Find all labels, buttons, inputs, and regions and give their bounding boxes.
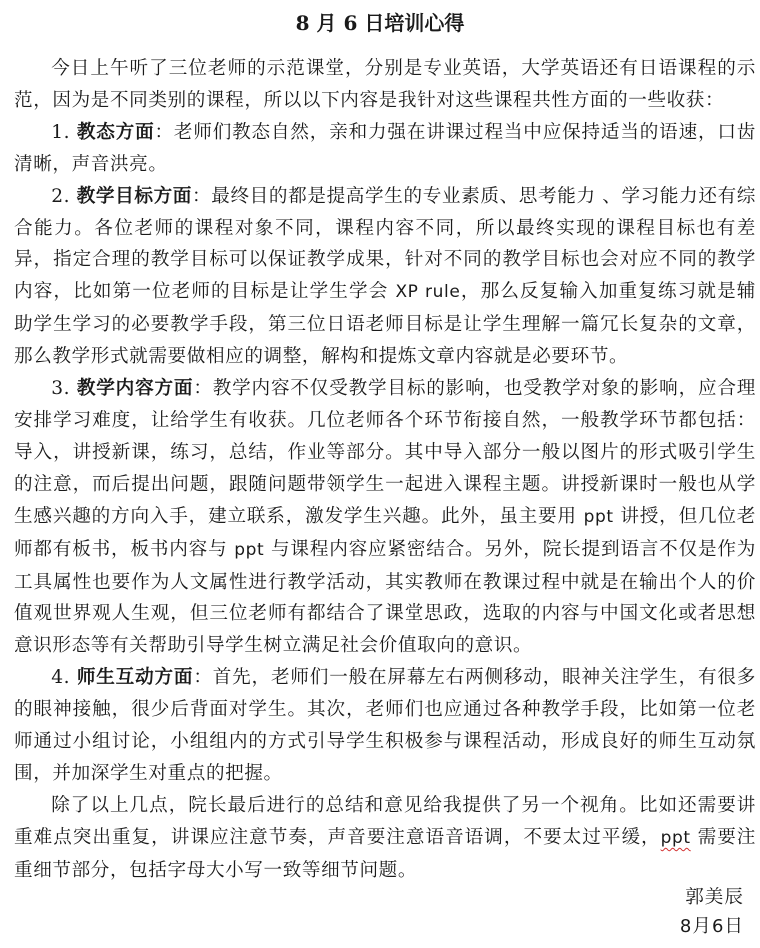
document-title: 8 月 6 日培训心得 xyxy=(295,11,465,35)
signature-name: 郭美辰 xyxy=(685,887,744,908)
item-4-paragraph xyxy=(14,662,756,790)
item-1-text: ：老师们教态自然，亲和力强在讲课过程当中应保持适当的语速，口齿清晰，声音洪亮。 xyxy=(14,121,756,175)
item-3-latin-1: ppt xyxy=(583,506,614,527)
item-3-text-1: ：教学内容不仅受教学目标的影响，也受教学对象的影响，应合理安排学习难度，让给学生有收获。几位老师各个环节衔接自然，一般教学环节都包括：导入，讲授新课，练习，总结，作业等部分。其中导入部分一般以图片的形式吸引学生的注意，而后提出问题，跟随问题带领学生一起进入课程主题。讲授新课时一般也从学生感兴趣的方向入手，建立联系，激发学生兴趣。此外，虽主要用 xyxy=(14,378,756,527)
closing-text-after: 需要注重细节部分，包括字母大小写一致等细节问题。 xyxy=(14,826,756,881)
item-3-text-3: 与课程内容应紧密结合。另外，院长提到语言不仅是作为工具属性也要作为人文属性进行教学活动，其实教师在教课过程中就是在输出个人的价值观世界观人生观，但三位老师有都结合了课堂思政，选取的内容与中国文化或者思想意识形态等有关帮助引导学生树立满足社会价值取向的意识。 xyxy=(14,538,756,657)
item-1-number: 1. xyxy=(51,121,77,143)
signature-date xyxy=(680,914,744,940)
closing-text-before: 除了以上几点，院长最后进行的总结和意见给我提供了另一个视角。比如还需要讲重难点突出重复，讲课应注意节奏，声音要注意语音语调，不要太过平缓， xyxy=(14,794,756,848)
item-4-number: 4. xyxy=(51,667,77,689)
item-3-number: 3. xyxy=(51,378,77,400)
closing-paragraph xyxy=(14,790,756,887)
signature-date-month: 8 xyxy=(679,916,693,937)
signature-date-month-unit: 月 xyxy=(692,916,712,937)
signature-date-day-unit: 日 xyxy=(724,916,744,937)
item-3-heading: 教学内容方面 xyxy=(76,378,194,400)
item-2-heading: 教学目标方面 xyxy=(76,185,193,207)
item-1-heading: 教态方面 xyxy=(76,121,155,143)
intro-paragraph: 今日上午听了三位老师的示范课堂，分别是专业英语，大学英语还有日语课程的示范，因为是不同类别的课程，所以以下内容是我针对这些课程共性方面的一些收获： xyxy=(14,58,756,111)
item-2-latin-term: XP rule xyxy=(395,282,461,303)
item-2-text-after: ，那么反复输入加重复练习就是辅助学生学习的必要教学手段，第三位日语老师目标是让学生理解一篇冗长复杂的文章，那么教学形式就需要做相应的调整，解构和提炼文章内容就是必要环节。 xyxy=(14,281,756,368)
item-3-text-2: 讲授，但几位老师都有板书，板书内容与 xyxy=(14,505,756,560)
item-4-heading: 师生互动方面 xyxy=(76,667,194,689)
closing-latin-term: ppt xyxy=(660,827,691,848)
item-3-paragraph xyxy=(14,373,756,662)
item-1-paragraph xyxy=(14,117,756,181)
signature-date-day: 6 xyxy=(711,916,725,937)
document-body xyxy=(14,53,756,887)
item-3-latin-2: ppt xyxy=(234,539,265,560)
item-2-number: 2. xyxy=(51,185,77,207)
item-2-text-before: ：最终目的都是提高学生的专业素质、思考能力 、学习能力还有综合能力。各位老师的课程对象不同，课程内容不同，所以最终实现的课程目标也有差异，指定合理的教学目标可以保证教学成果，针对不同的教学目标也会对应不同的教学内容，比如第一位老师的目标是让学生学会 xyxy=(14,185,756,303)
item-4-text: ：首先，老师们一般在屏幕左右两侧移动，眼神关注学生，有很多的眼神接触，很少后背面对学生。其次，老师们也应通过各种教学手段，比如第一位老师通过小组讨论，小组组内的方式引导学生积极参与课程活动，形成良好的师生互动氛围，并加深学生对重点的把握。 xyxy=(14,667,756,784)
item-2-paragraph xyxy=(14,181,756,373)
